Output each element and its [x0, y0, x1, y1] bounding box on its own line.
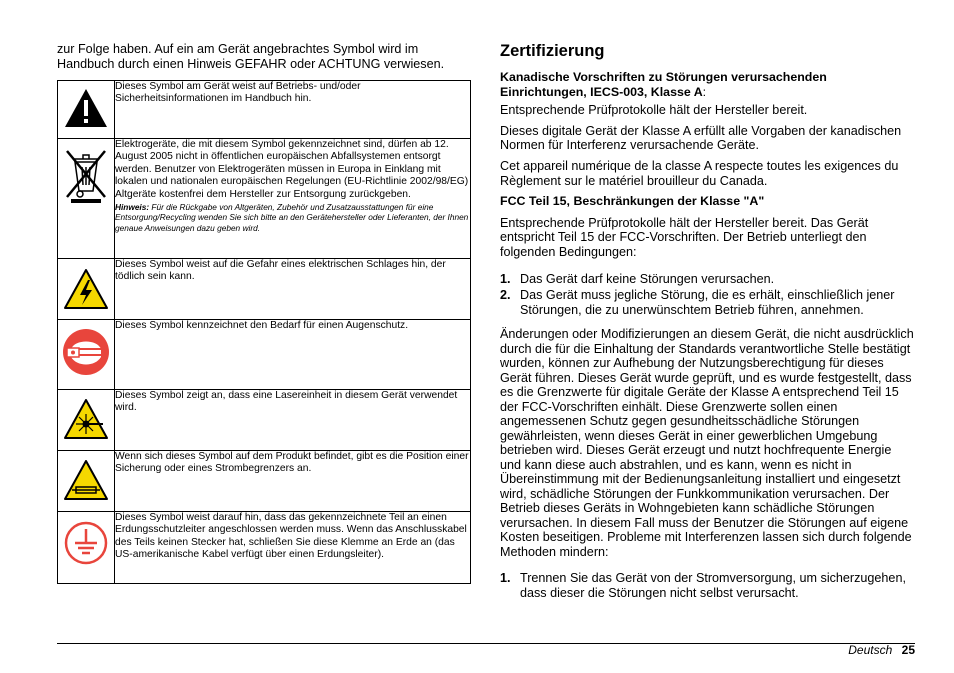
paragraph: Cet appareil numérique de la classe A respecte toutes les exigences du Règlement sur le matériel brouilleur du Canada.	[500, 158, 899, 188]
table-row	[58, 390, 471, 451]
warning-triangle-icon	[63, 87, 109, 129]
table-row	[58, 81, 471, 139]
footer-language: Deutsch	[848, 643, 893, 657]
protective-earth-icon	[63, 520, 109, 566]
symbol-description: Dieses Symbol am Gerät weist auf Betriebs- und/oder Sicherheitsinformationen im Handbuch hin.	[115, 81, 471, 139]
note-label: Hinweis:	[115, 202, 150, 213]
electrical-shock-icon	[63, 268, 109, 310]
list-number: 1.	[500, 271, 511, 286]
symbol-description: Elektrogeräte, die mit diesem Symbol gekennzeichnet sind, dürfen ab 12. August 2005 nicht in öffentlichen europäischen Abfallsystemen entsorgt werden. Benutzer von Elektrogeräten müssen in Europa in Einklang mit lokalen und nationalen europäischen Regelungen (EU-Richtlinie 2002/98/EG) Altgeräte kostenfrei dem Hersteller zur Entsorgung zurückgeben.	[115, 139, 469, 200]
table-row	[58, 259, 471, 320]
list-item	[500, 571, 915, 600]
canada-subheading-colon: :	[702, 84, 707, 99]
disposal-note	[115, 202, 470, 233]
laser-icon	[63, 398, 109, 440]
paragraph: Entsprechende Prüfprotokolle hält der Hersteller bereit.	[500, 103, 808, 118]
right-column	[500, 42, 915, 603]
list-text: Das Gerät muss jegliche Störung, die es erhält, einschließlich jener Störungen, die zu unerwünschtem Betrieb führen, annehmen.	[520, 288, 895, 317]
page-footer	[848, 643, 915, 657]
fuse-icon	[63, 459, 109, 501]
section-heading: Zertifizierung	[500, 42, 605, 60]
list-text: Das Gerät darf keine Störungen verursachen.	[520, 271, 775, 286]
list-text: Trennen Sie das Gerät von der Stromversorgung, um sicherzugehen, dass dieser die Störungen nicht selbst verursacht.	[520, 571, 906, 600]
eye-protection-icon	[61, 327, 111, 377]
list-number: 2.	[500, 288, 511, 303]
symbol-description: Dieses Symbol weist darauf hin, dass das gekennzeichnete Teil an einen Erdungsschutzleiter angeschlossen werden muss. Wenn das Anschlusskabel des Teils keinen Stecker hat, schließen Sie diese Klemme an Erde an (das US-amerikanische Kabel verfügt über einen Erdungsleiter).	[115, 512, 471, 584]
symbol-description: Dieses Symbol weist auf die Gefahr eines elektrischen Schlages hin, der tödlich sein kann.	[115, 259, 471, 320]
page-number: 25	[901, 643, 915, 657]
table-row	[58, 451, 471, 512]
mitigation-list	[500, 571, 915, 600]
canada-subheading	[500, 70, 915, 99]
table-row	[58, 512, 471, 584]
symbol-table	[57, 80, 471, 584]
footer-rule	[57, 643, 915, 644]
intro-text: zur Folge haben. Auf ein am Gerät angebrachtes Symbol wird im Handbuch durch einen Hinweis GEFAHR oder ACHTUNG verwiesen.	[57, 42, 445, 71]
left-column	[57, 42, 471, 584]
list-item	[500, 288, 915, 317]
canada-subheading-text: Kanadische Vorschriften zu Störungen verursachenden Einrichtungen, IECS-003, Klasse A	[500, 70, 827, 99]
table-row	[58, 139, 471, 259]
symbol-description: Wenn sich dieses Symbol auf dem Produkt befindet, gibt es die Position einer Sicherung oder eines Strombegrenzers an.	[115, 451, 471, 512]
table-row	[58, 320, 471, 390]
crossed-out-wheelie-bin-icon	[63, 147, 109, 205]
conditions-list	[500, 272, 915, 318]
note-text: Für die Rückgabe von Altgeräten, Zubehör und Zusatzausstattungen für eine Entsorgung/Recycling wenden Sie sich bitte an den Gerätehersteller oder Lieferanten, der Ihnen genaue Anweisungen dazu geben wird.	[115, 202, 469, 233]
fcc-subheading: FCC Teil 15, Beschränkungen der Klasse "A"	[500, 194, 765, 209]
paragraph: Dieses digitale Gerät der Klasse A erfüllt alle Vorgaben der kanadischen Normen für Interferenz verursachende Geräte.	[500, 123, 902, 153]
list-item	[500, 272, 915, 287]
paragraph: Entsprechende Prüfprotokolle hält der Hersteller bereit. Das Gerät entspricht Teil 15 der FCC-Vorschriften. Der Betrieb unterliegt den folgenden Bedingungen:	[500, 215, 869, 259]
paragraph: Änderungen oder Modifizierungen an diesem Gerät, die nicht ausdrücklich durch die für die Einhaltung der Standards verantwortliche Stelle bestätigt wurden, können zur Aufhebung der Nutzungsberechtigung für dieses Gerät führen. Dieses Gerät wurde geprüft, und es wurde festgestellt, dass es die Grenzwerte für digitale Geräte der Klasse A entsprechend Teil 15 der FCC-Vorschriften einhält. Diese Grenzwerte sollen einen angemessenen Schutz gegen gesundheitsschädliche Störungen gewährleisten, wenn dieses Gerät in einer gewerblichen Umgebung betrieben wird. Dieses Gerät erzeugt und nutzt hochfrequente Energie und kann diese auch abstrahlen, und es kann, wenn es nicht in Übereinstimmung mit der Bedienungsanleitung installiert und eingesetzt wird, schädliche Störungen der Funkkommunikation verursachen. Der Betrieb dieses Geräts in Wohngebieten kann schädliche Störungen verursachen. In diesem Fall muss der Benutzer die Störungen auf eigene Kosten beseitigen. Probleme mit Interferenzen lassen sich durch folgende Methoden mindern:	[500, 327, 914, 559]
list-number: 1.	[500, 571, 511, 586]
symbol-description: Dieses Symbol zeigt an, dass eine Lasereinheit in diesem Gerät verwendet wird.	[115, 390, 471, 451]
symbol-description: Dieses Symbol kennzeichnet den Bedarf für einen Augenschutz.	[115, 320, 471, 390]
